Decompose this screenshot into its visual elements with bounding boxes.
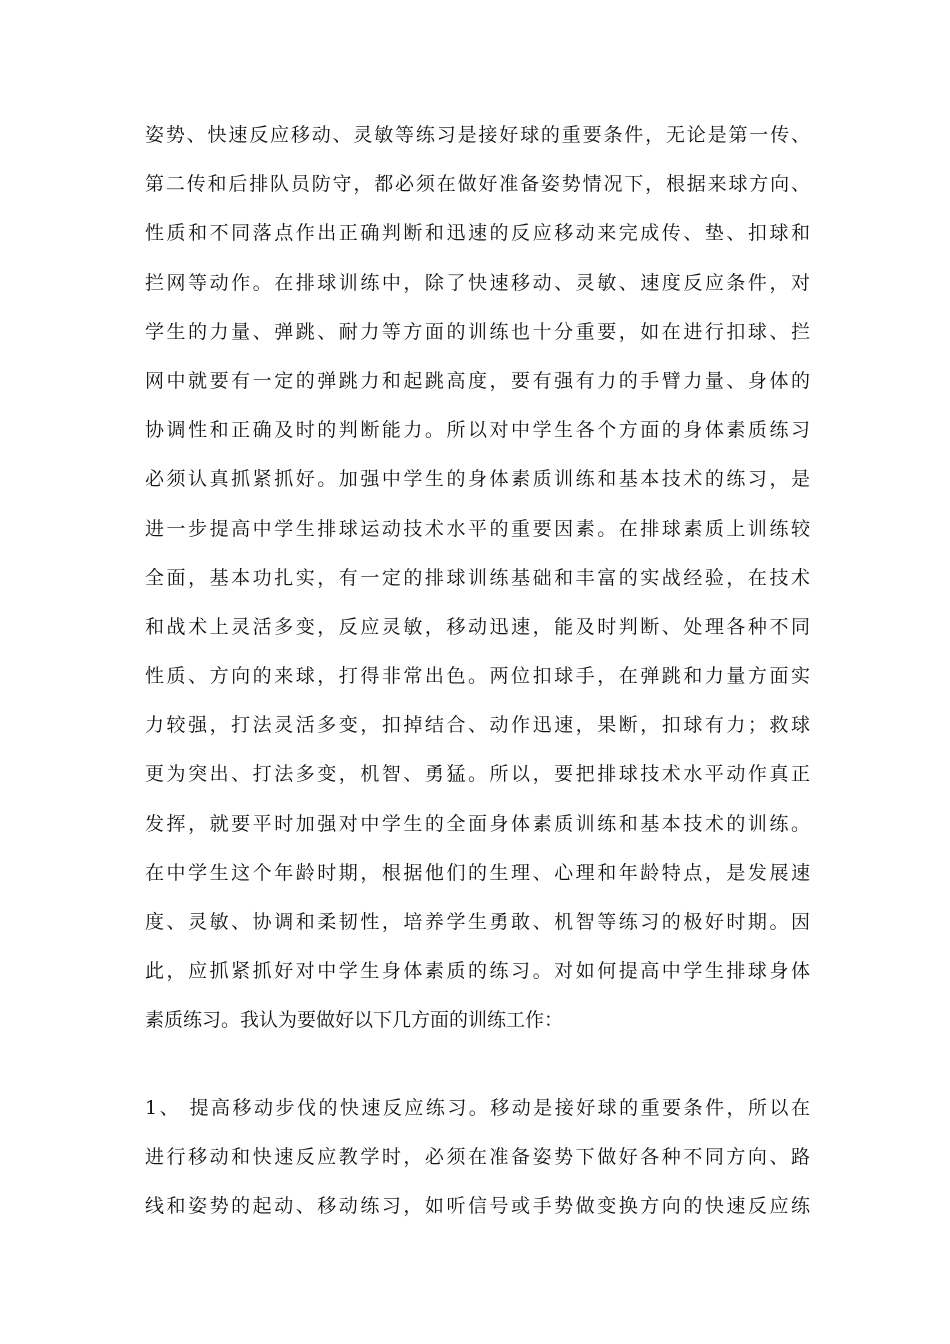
text-line: 性质、方向的来球，打得非常出色。两位扣球手，在弹跳和力量方面实 (145, 665, 810, 688)
text-line: 度、灵敏、协调和柔韧性，培养学生勇敢、机智等练习的极好时期。因 (145, 911, 810, 933)
text-line: 进一步提高中学生排球运动技术水平的重要因素。在排球素质上训练较 (145, 517, 810, 540)
text-line: 1、 提高移动步伐的快速反应练习。移动是接好球的重要条件，所以在 (145, 1097, 810, 1119)
text-line: 更为突出、打法多变，机智、勇猛。所以，要把排球技术水平动作真正 (145, 763, 810, 786)
text-line: 第二传和后排队员防守，都必须在做好准备姿势情况下，根据来球方向、 (145, 173, 810, 196)
text-line: 必须认真抓紧抓好。加强中学生的身体素质训练和基本技术的练习，是 (145, 468, 810, 491)
text-line: 素质练习。我认为要做好以下几方面的训练工作： (145, 1009, 564, 1032)
text-line: 协调性和正确及时的判断能力。所以对中学生各个方面的身体素质练习 (145, 419, 810, 442)
text-line: 和战术上灵活多变，反应灵敏，移动迅速，能及时判断、处理各种不同 (145, 615, 810, 638)
text-line: 线和姿势的起动、移动练习，如听信号或手势做变换方向的快速反应练 (145, 1195, 810, 1218)
text-line: 学生的力量、弹跳、耐力等方面的训练也十分重要，如在进行扣球、拦 (145, 320, 810, 343)
text-line: 全面，基本功扎实，有一定的排球训练基础和丰富的实战经验，在技术 (145, 566, 810, 589)
text-line: 在中学生这个年龄时期，根据他们的生理、心理和年龄特点，是发展速 (145, 861, 810, 884)
text-line: 力较强，打法灵活多变，扣掉结合、动作迅速，果断，扣球有力；救球 (145, 714, 810, 737)
text-line: 网中就要有一定的弹跳力和起跳高度，要有强有力的手臂力量、身体的 (145, 369, 810, 392)
paragraph-2-list-item-1 (145, 1084, 810, 1232)
text-line: 姿势、快速反应移动、灵敏等练习是接好球的重要条件，无论是第一传、 (145, 124, 810, 146)
text-line: 性质和不同落点作出正确判断和迅速的反应移动来完成传、垫、扣球和 (145, 222, 810, 245)
paragraph-1 (145, 111, 810, 1046)
text-line: 此，应抓紧抓好对中学生身体素质的练习。对如何提高中学生排球身体 (145, 960, 810, 983)
text-line: 拦网等动作。在排球训练中，除了快速移动、灵敏、速度反应条件，对 (145, 271, 810, 294)
text-line: 发挥，就要平时加强对中学生的全面身体素质训练和基本技术的训练。 (145, 812, 810, 835)
text-line: 进行移动和快速反应教学时，必须在准备姿势下做好各种不同方向、路 (145, 1146, 810, 1169)
